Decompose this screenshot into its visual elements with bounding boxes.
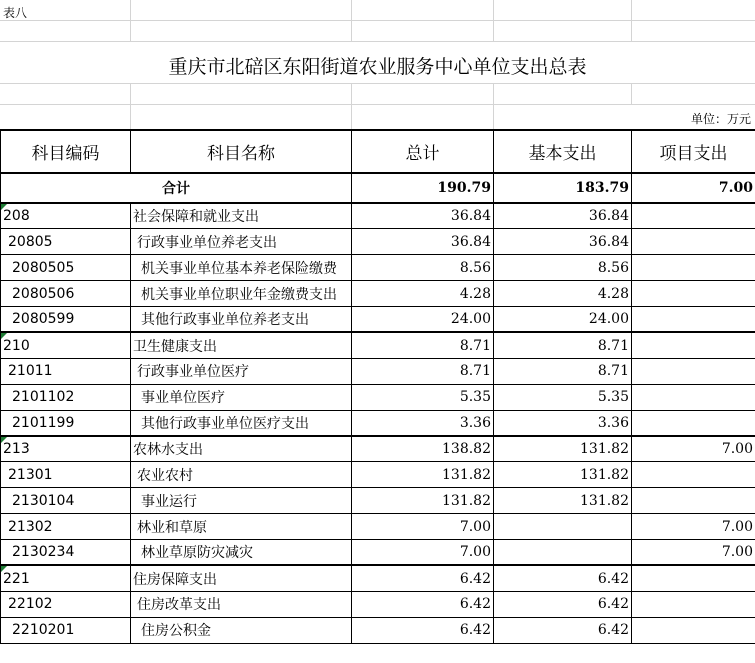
row-name: 农林水支出 (131, 436, 352, 462)
row-name: 住房保障支出 (131, 565, 352, 591)
row-total: 131.82 (352, 488, 494, 514)
grid-vline (493, 84, 494, 129)
summary-project: 7.00 (632, 173, 755, 203)
grid-row-4 (0, 84, 755, 105)
row-basic: 6.42 (494, 565, 632, 591)
row-code: 2130234 (1, 540, 131, 566)
row-project (632, 565, 755, 591)
row-name: 事业单位医疗 (131, 384, 352, 410)
row-total: 36.84 (352, 203, 494, 229)
row-name: 住房改革支出 (131, 591, 352, 617)
grid-row-1 (0, 0, 755, 21)
row-code: 2130104 (1, 488, 131, 514)
table-row-210 (1, 332, 755, 358)
row-project (632, 255, 755, 281)
table-row-213 (1, 436, 755, 462)
row-basic: 8.56 (494, 255, 632, 281)
table-row-2130104 (1, 488, 755, 514)
table-header-row (1, 130, 755, 173)
row-basic (494, 540, 632, 566)
expenditure-table (0, 129, 755, 644)
cell-flag-icon (1, 566, 7, 572)
row-basic: 4.28 (494, 281, 632, 307)
row-name: 社会保障和就业支出 (131, 203, 352, 229)
row-name: 机关事业单位基本养老保险缴费 (131, 255, 352, 281)
row-name: 卫生健康支出 (131, 332, 352, 358)
table-row-208 (1, 203, 755, 229)
column-header-basic: 基本支出 (494, 130, 632, 173)
grid-row-2 (0, 21, 755, 42)
row-basic: 8.71 (494, 332, 632, 358)
row-total: 8.71 (352, 332, 494, 358)
row-code: 2080599 (1, 307, 131, 333)
row-code: 208 (1, 203, 131, 229)
row-total: 4.28 (352, 281, 494, 307)
row-code: 20805 (1, 229, 131, 255)
row-name: 事业运行 (131, 488, 352, 514)
row-code: 213 (1, 436, 131, 462)
row-basic: 24.00 (494, 307, 632, 333)
table-row-2080506 (1, 281, 755, 307)
summary-basic: 183.79 (494, 173, 632, 203)
row-basic: 3.36 (494, 410, 632, 436)
row-total: 8.56 (352, 255, 494, 281)
row-basic: 36.84 (494, 203, 632, 229)
table-row-2101199 (1, 410, 755, 436)
row-basic: 6.42 (494, 617, 632, 643)
row-basic: 6.42 (494, 591, 632, 617)
row-code: 2101102 (1, 384, 131, 410)
row-name: 其他行政事业单位医疗支出 (131, 410, 352, 436)
row-project (632, 591, 755, 617)
grid-vline (493, 0, 494, 42)
row-total: 36.84 (352, 229, 494, 255)
table-row-221 (1, 565, 755, 591)
row-code: 2210201 (1, 617, 131, 643)
sheet-label: 表八 (3, 6, 28, 20)
page-title: 重庆市北碚区东阳街道农业服务中心单位支出总表 (168, 56, 587, 78)
row-name: 行政事业单位医疗 (131, 358, 352, 384)
row-name: 行政事业单位养老支出 (131, 229, 352, 255)
row-total: 7.00 (352, 514, 494, 540)
row-total: 6.42 (352, 591, 494, 617)
grid-vline (351, 0, 352, 42)
row-project (632, 229, 755, 255)
table-row-21011 (1, 358, 755, 384)
row-project (632, 488, 755, 514)
grid-row-5 (0, 105, 755, 129)
table-row-20805 (1, 229, 755, 255)
table-row-2101102 (1, 384, 755, 410)
row-code: 21301 (1, 462, 131, 488)
row-name: 其他行政事业单位养老支出 (131, 307, 352, 333)
row-total: 24.00 (352, 307, 494, 333)
row-name: 住房公积金 (131, 617, 352, 643)
cell-flag-icon (1, 204, 7, 210)
table-row-2210201 (1, 617, 755, 643)
cell-flag-icon (1, 333, 7, 339)
row-total: 5.35 (352, 384, 494, 410)
row-basic: 5.35 (494, 384, 632, 410)
row-project: 7.00 (632, 514, 755, 540)
row-basic (494, 514, 632, 540)
row-basic: 36.84 (494, 229, 632, 255)
row-total: 131.82 (352, 462, 494, 488)
row-total: 7.00 (352, 540, 494, 566)
row-project (632, 358, 755, 384)
row-code: 22102 (1, 591, 131, 617)
row-code: 2080505 (1, 255, 131, 281)
row-total: 6.42 (352, 617, 494, 643)
row-name: 机关事业单位职业年金缴费支出 (131, 281, 352, 307)
summary-total: 190.79 (352, 173, 494, 203)
row-project (632, 281, 755, 307)
row-project: 7.00 (632, 436, 755, 462)
column-header-name: 科目名称 (131, 130, 352, 173)
row-code: 221 (1, 565, 131, 591)
row-total: 6.42 (352, 565, 494, 591)
column-header-project: 项目支出 (632, 130, 755, 173)
unit-label: 单位：万元 (690, 112, 751, 126)
row-project (632, 617, 755, 643)
row-project (632, 307, 755, 333)
row-name: 林业和草原 (131, 514, 352, 540)
grid-vline (130, 0, 131, 42)
summary-row (1, 173, 755, 203)
column-header-code: 科目编码 (1, 130, 131, 173)
table-row-2080505 (1, 255, 755, 281)
row-name: 农业农村 (131, 462, 352, 488)
row-code: 2101199 (1, 410, 131, 436)
row-total: 138.82 (352, 436, 494, 462)
summary-label: 合计 (1, 173, 352, 203)
row-code: 2080506 (1, 281, 131, 307)
row-project (632, 384, 755, 410)
row-project (632, 462, 755, 488)
row-project: 7.00 (632, 540, 755, 566)
grid-vline (631, 84, 632, 105)
row-name: 林业草原防灾减灾 (131, 540, 352, 566)
row-code: 21302 (1, 514, 131, 540)
row-basic: 131.82 (494, 436, 632, 462)
row-basic: 8.71 (494, 358, 632, 384)
row-project (632, 410, 755, 436)
table-row-2130234 (1, 540, 755, 566)
row-total: 8.71 (352, 358, 494, 384)
grid-vline (351, 84, 352, 129)
row-project (632, 203, 755, 229)
row-total: 3.36 (352, 410, 494, 436)
row-code: 21011 (1, 358, 131, 384)
grid-vline (631, 0, 632, 42)
table-row-21301 (1, 462, 755, 488)
column-header-total: 总计 (352, 130, 494, 173)
row-basic: 131.82 (494, 462, 632, 488)
cell-flag-icon (1, 437, 7, 443)
table-row-2080599 (1, 307, 755, 333)
row-code: 210 (1, 332, 131, 358)
grid-vline (130, 84, 131, 129)
table-row-21302 (1, 514, 755, 540)
row-basic: 131.82 (494, 488, 632, 514)
row-project (632, 332, 755, 358)
table-row-22102 (1, 591, 755, 617)
